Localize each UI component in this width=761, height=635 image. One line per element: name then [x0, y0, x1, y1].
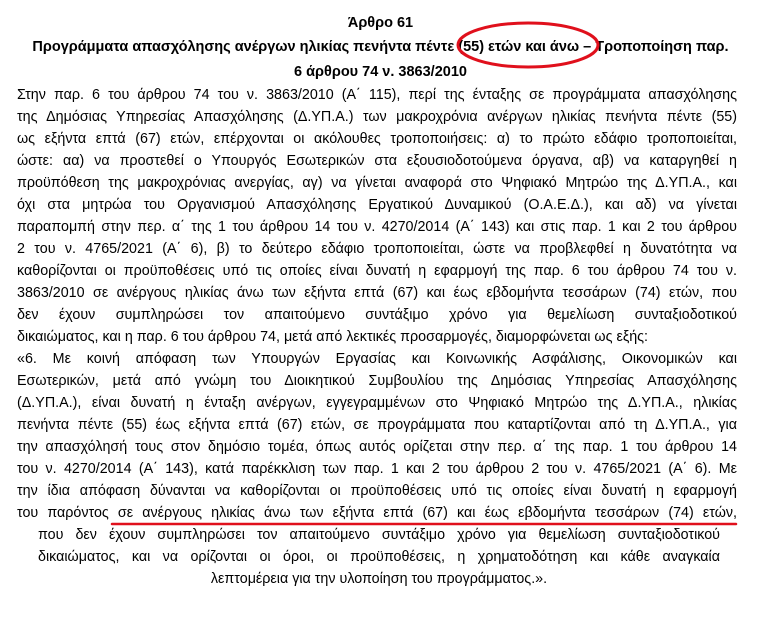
body-line: όχι στα μητρώα του Οργανισμού Απασχόλησης Εργατικού Δυναμικού (Ο.Α.Ε.Δ.), και αδ) να γίνεται — [17, 197, 737, 213]
quoted-line: λεπτομέρεια για την υλοποίηση του προγράμματος.». — [210, 571, 548, 587]
quoted-line: την ίδια απόφαση δύνανται να καθορίζονται οι προϋποθέσεις υπό τις οποίες είναι δυνατή η εφαρμογή — [17, 483, 737, 499]
body-line: καθορίζονται οι προϋποθέσεις υπό τις οποίες είναι δυνατή η εφαρμογή της παρ. 6 του άρθρου 74 του ν. — [17, 263, 737, 279]
article-subtitle-line-1: Προγράμματα απασχόλησης ανέργων ηλικίας πενήντα πέντε (55) ετών και άνω – Τροποποίηση παρ. — [32, 39, 729, 55]
body-line: 3863/2010 σε ανέργους ηλικίας άνω των εξήντα επτά (67) και έως εβδομήντα τεσσάρων (74) ετών, που — [17, 285, 737, 301]
body-line: δεν έχουν συμπληρώσει τον απαιτούμενο συντάξιμο χρόνο για θεμελίωση συνταξιοδοτικού — [17, 307, 737, 323]
quoted-line: (Δ.ΥΠ.Α.), είναι δυνατή η ένταξη ανέργων, εγγεγραμμένων στο Ψηφιακό Μητρώο της Δ.ΥΠ.Α., ηλικίας — [17, 395, 737, 411]
body-line: ως εξήντα επτά (67) ετών, επέρχονται οι ακόλουθες τροποποιήσεις: α) το πρώτο εδάφιο τροποποιείται, — [17, 131, 737, 147]
quoted-line: Εσωτερικών, μετά από γνώμη του Διοικητικού Συμβουλίου της Δημόσιας Υπηρεσίας Απασχόλησης — [17, 373, 737, 389]
body-line: της Δημόσιας Υπηρεσίας Απασχόλησης (Δ.ΥΠ.Α.) των μακροχρόνια ανέργων ηλικίας πενήντα πέντε (55) — [17, 109, 737, 125]
quoted-line-highlighted: του παρόντος σε ανέργους ηλικίας άνω των εξήντα επτά (67) και έως εβδομήντα τεσσάρων (74) ετών, — [17, 505, 737, 521]
quoted-line: την απασχόλησή τους στον δημόσιο τομέα, όπως αυτός ορίζεται στην περ. α΄ της παρ. 1 του άρθρου 14 — [17, 439, 737, 455]
article-title: Άρθρο 61 — [347, 15, 414, 31]
body-line: παραπομπή στην περ. α΄ της 1 του άρθρου 14 του ν. 4270/2014 (Α΄ 143) και στις παρ. 1 και 2 του άρθρου — [17, 219, 737, 235]
body-line: προϋπόθεση της μακροχρόνιας ανεργίας, αγ) να γίνεται αναφορά στο Ψηφιακό Μητρώο της Δ.ΥΠ.Α., και — [17, 175, 737, 191]
quoted-line: του ν. 4270/2014 (Α΄ 143), κατά παρέκκλιση των παρ. 1 και 2 του άρθρου 2 του ν. 4765/2021 (Α΄ 6). Με — [17, 461, 737, 477]
body-line: Στην παρ. 6 του άρθρου 74 του ν. 3863/2010 (Α΄ 115), περί της ένταξης σε προγράμματα απασχόλησης — [17, 87, 737, 103]
body-line: δικαιώματος, και η παρ. 6 του άρθρου 74, μετά από λεκτικές προσαρμογές, διαμορφώνεται ως εξής: — [17, 329, 649, 345]
article-subtitle-line-2: 6 άρθρου 74 ν. 3863/2010 — [294, 64, 467, 80]
body-line: ώστε: αα) να προστεθεί ο Υπουργός Εσωτερικών στα εξουσιοδοτούμενα όργανα, αβ) να καταργηθεί η — [17, 153, 737, 169]
quoted-line: δικαιώματος, και να ορίζονται οι όροι, οι προϋποθέσεις, η χρηματοδότηση και κάθε αναγκαία — [38, 549, 720, 565]
quoted-line: «6. Με κοινή απόφαση των Υπουργών Εργασίας και Κοινωνικής Ασφάλισης, Οικονομικών και — [17, 351, 737, 367]
quoted-line: που δεν έχουν συμπληρώσει τον απαιτούμενο συντάξιμο χρόνο για θεμελίωση συνταξιοδοτικού — [38, 527, 720, 543]
body-line: 2 του ν. 4765/2021 (Α΄ 6), β) το δεύτερο εδάφιο τροποποιείται, ώστε να προβλεφθεί η δυνατότητα να — [17, 241, 737, 257]
quoted-line: πενήντα πέντε (55) έως εξήντα επτά (67) ετών, σε προγράμματα που καταρτίζονται από τη Δ.ΥΠ.Α., για — [17, 417, 737, 433]
